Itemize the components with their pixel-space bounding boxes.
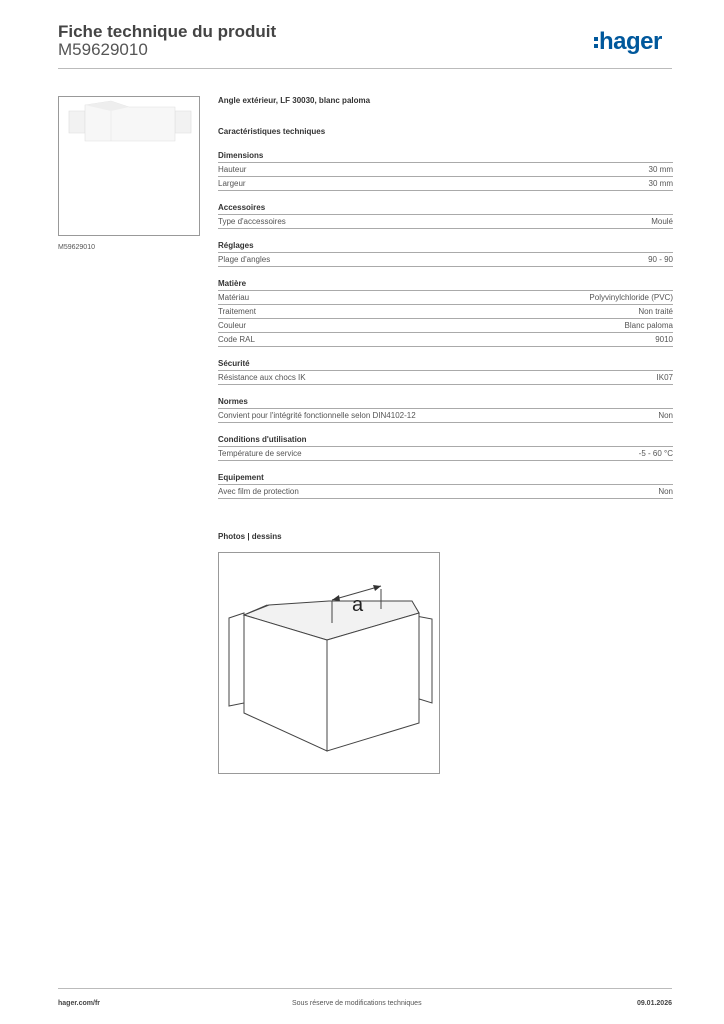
spec-row xyxy=(218,215,673,229)
spec-section xyxy=(218,473,673,499)
spec-row xyxy=(218,447,673,461)
drawing-icon xyxy=(219,553,439,773)
spec-value: -5 - 60 °C xyxy=(638,449,673,458)
spec-row xyxy=(218,291,673,305)
section-title: Sécurité xyxy=(218,359,673,371)
photos-title: Photos | dessins xyxy=(218,532,282,541)
spec-value: Non xyxy=(658,487,673,496)
spec-section xyxy=(218,279,673,347)
product-image xyxy=(58,96,200,236)
page-title: Fiche technique du produit xyxy=(58,22,277,41)
spec-value: Non traité xyxy=(638,307,673,316)
logo-colon-icon xyxy=(594,34,598,51)
spec-label: Traitement xyxy=(218,307,256,316)
spec-value: Moulé xyxy=(651,217,673,226)
spec-label: Hauteur xyxy=(218,165,247,174)
spec-section xyxy=(218,435,673,461)
spec-section xyxy=(218,203,673,229)
section-title: Matière xyxy=(218,279,673,291)
section-title: Réglages xyxy=(218,241,673,253)
spec-label: Résistance aux chocs IK xyxy=(218,373,306,382)
spec-sections xyxy=(218,151,673,499)
brand-logo xyxy=(594,28,662,56)
section-title: Conditions d'utilisation xyxy=(218,435,673,447)
logo-text: hager xyxy=(599,28,662,55)
spec-row xyxy=(218,253,673,267)
section-title: Normes xyxy=(218,397,673,409)
spec-label: Couleur xyxy=(218,321,247,330)
technical-drawing xyxy=(218,552,440,774)
spec-value: 30 mm xyxy=(648,179,673,188)
spec-section xyxy=(218,359,673,385)
spec-value: Blanc paloma xyxy=(624,321,673,330)
spec-row xyxy=(218,371,673,385)
spec-value: 30 mm xyxy=(648,165,673,174)
spec-content xyxy=(218,96,673,511)
product-photo-icon xyxy=(59,97,199,235)
spec-section xyxy=(218,241,673,267)
spec-row xyxy=(218,163,673,177)
spec-label: Plage d'angles xyxy=(218,255,271,264)
section-title: Equipement xyxy=(218,473,673,485)
drawing-dimension-label: a xyxy=(352,594,364,616)
footer-date: 09.01.2026 xyxy=(636,1000,672,1007)
spec-label: Code RAL xyxy=(218,335,255,344)
spec-value: IK07 xyxy=(656,373,673,382)
section-title: Dimensions xyxy=(218,151,673,163)
section-title: Accessoires xyxy=(218,203,673,215)
characteristics-title: Caractéristiques techniques xyxy=(218,127,326,136)
header-divider xyxy=(58,68,672,69)
spec-value: 90 - 90 xyxy=(648,255,673,264)
spec-row xyxy=(218,409,673,423)
spec-section xyxy=(218,397,673,423)
spec-row xyxy=(218,177,673,191)
spec-row xyxy=(218,319,673,333)
footer-disclaimer: Sous réserve de modifications techniques xyxy=(292,1000,422,1007)
spec-row xyxy=(218,333,673,347)
product-image-caption: M59629010 xyxy=(58,244,95,251)
footer-divider xyxy=(58,988,672,989)
spec-value: 9010 xyxy=(655,335,673,344)
spec-label: Température de service xyxy=(218,449,302,458)
product-name: Angle extérieur, LF 30030, blanc paloma xyxy=(218,96,371,105)
spec-row xyxy=(218,305,673,319)
spec-label: Type d'accessoires xyxy=(218,217,286,226)
product-reference: M59629010 xyxy=(58,40,148,59)
spec-label: Largeur xyxy=(218,179,246,188)
spec-label: Convient pour l'intégrité fonctionnelle selon DIN4102-12 xyxy=(218,411,416,420)
spec-value: Non xyxy=(658,411,673,420)
spec-section xyxy=(218,151,673,191)
spec-label: Matériau xyxy=(218,293,250,302)
spec-value: Polyvinylchloride (PVC) xyxy=(589,293,673,302)
spec-row xyxy=(218,485,673,499)
spec-label: Avec film de protection xyxy=(218,487,299,496)
footer-website[interactable]: hager.com/fr xyxy=(58,1000,101,1007)
